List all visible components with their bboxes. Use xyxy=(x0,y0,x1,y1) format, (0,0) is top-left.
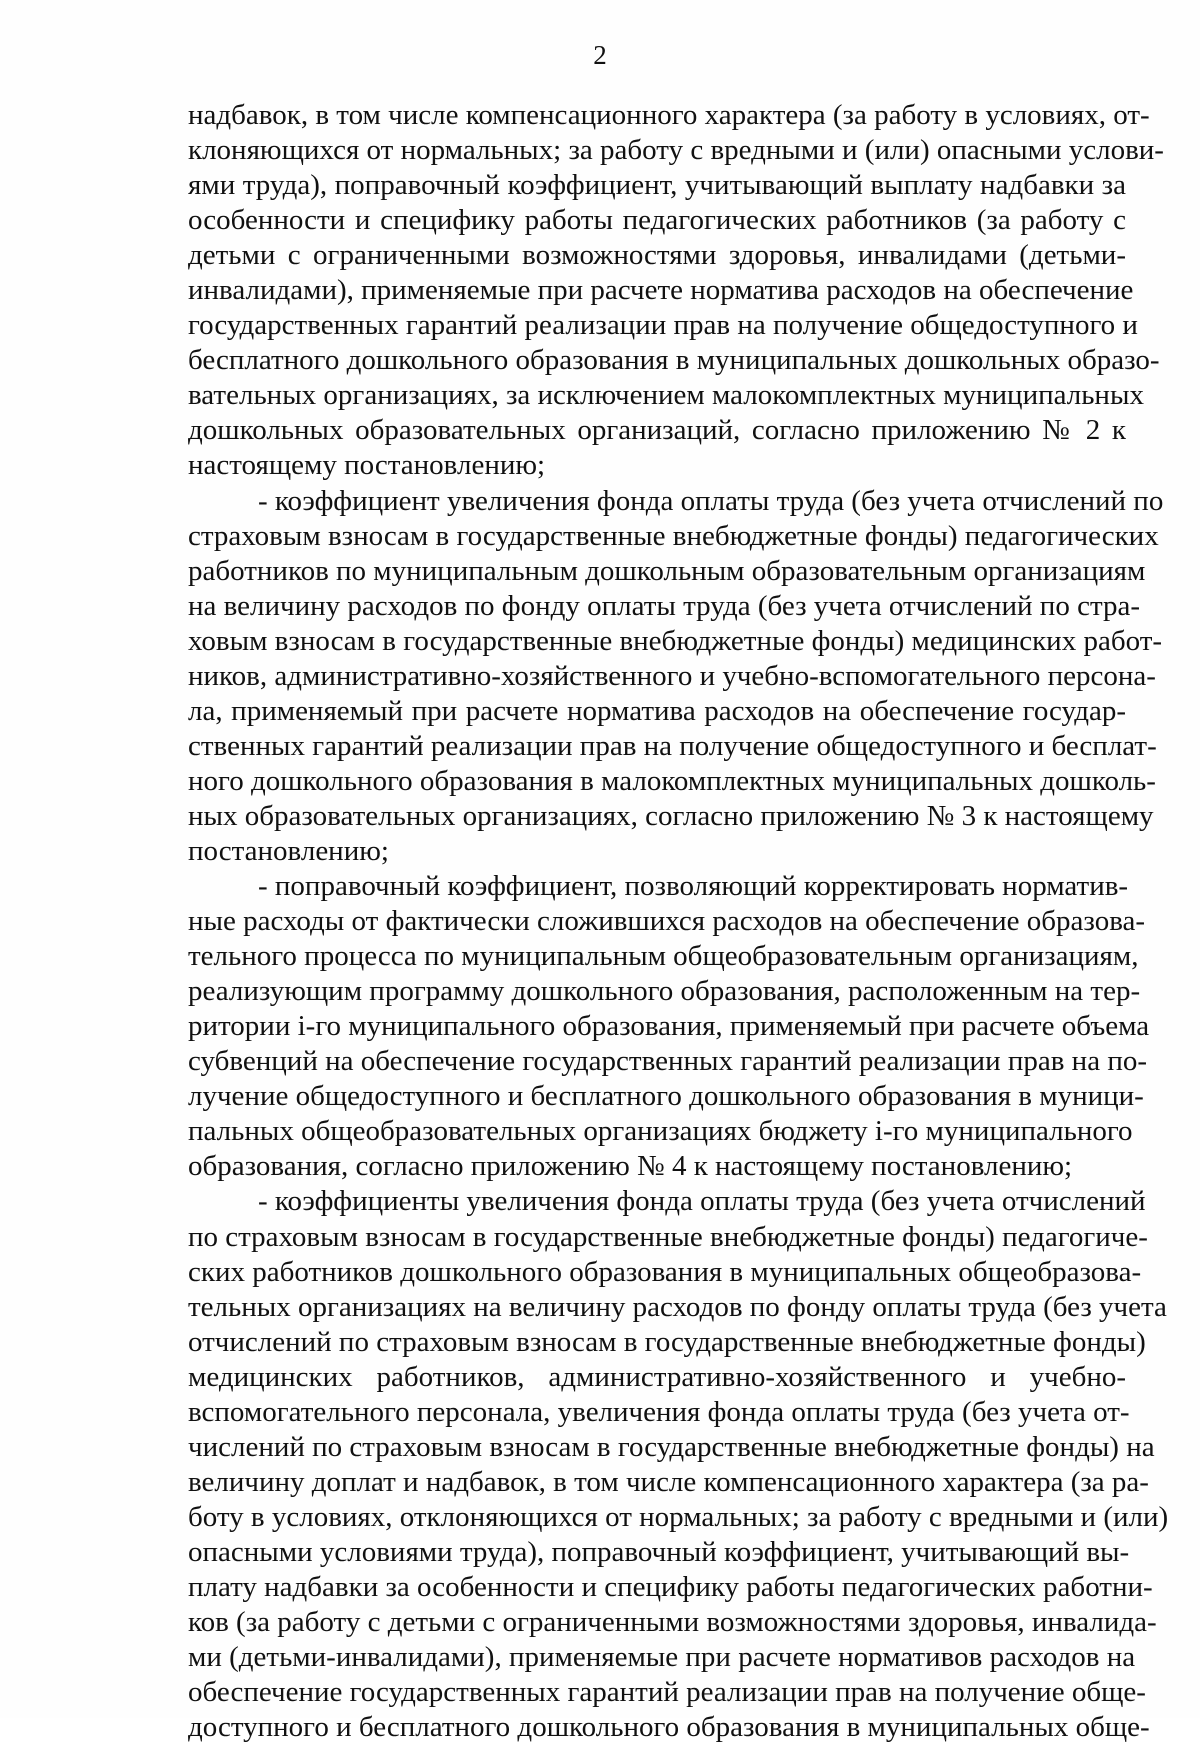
text-line: вательных организациях, за исключением малокомплектных муниципальных xyxy=(188,379,1144,412)
text-line: ных образовательных организациях, согласно приложению № 3 к настоящему xyxy=(188,799,1154,832)
text-line: настоящему постановлению; xyxy=(188,449,546,482)
text-line: - коэффициенты увеличения фонда оплаты труда (без учета отчислений xyxy=(258,1185,1146,1218)
text-line: лучение общедоступного и бесплатного дошкольного образования в муници- xyxy=(188,1080,1144,1113)
paragraph xyxy=(188,869,1150,1184)
document-body xyxy=(188,98,1169,1745)
text-line: дошкольных образовательных организаций, согласно приложению № 2 к xyxy=(188,414,1126,447)
text-line: детьми с ограниченными возможностями здоровья, инвалидами (детьми- xyxy=(188,239,1126,272)
text-line: клоняющихся от нормальных; за работу с вредными и (или) опасными услови- xyxy=(188,134,1164,167)
text-line: постановлению; xyxy=(188,834,389,867)
text-line: страховым взносам в государственные внебюджетные фонды) педагогических xyxy=(188,519,1159,552)
text-line: инвалидами), применяемые при расчете норматива расходов на обеспечение xyxy=(188,274,1134,307)
text-line: опасными условиями труда), поправочный коэффициент, учитывающий вы- xyxy=(188,1535,1130,1568)
text-line: пальных общеобразовательных организациях бюджету i-го муниципального xyxy=(188,1115,1133,1148)
text-line: ла, применяемый при расчете норматива расходов на обеспечение государ- xyxy=(188,694,1126,727)
text-line: бесплатного дошкольного образования в муниципальных дошкольных образо- xyxy=(188,344,1160,377)
text-line: надбавок, в том числе компенсационного характера (за работу в условиях, от- xyxy=(188,99,1150,131)
text-line: образования, согласно приложению № 4 к настоящему постановлению; xyxy=(188,1150,1073,1183)
text-line: ников, административно-хозяйственного и учебно-вспомогательного персона- xyxy=(188,659,1156,692)
text-line: боту в условиях, отклоняющихся от нормальных; за работу с вредными и (или) xyxy=(188,1500,1169,1533)
text-line: ских работников дошкольного образования в муниципальных общеобразова- xyxy=(188,1255,1142,1288)
text-line: особенности и специфику работы педагогических работников (за работу с xyxy=(188,204,1126,237)
paragraph xyxy=(188,1184,1169,1745)
page-number: 2 xyxy=(593,40,607,70)
text-line: тельного процесса по муниципальным общеобразовательным организациям, xyxy=(188,940,1139,973)
text-line: ков (за работу с детьми с ограниченными возможностями здоровья, инвалида- xyxy=(188,1606,1157,1639)
text-line: - коэффициент увеличения фонда оплаты труда (без учета отчислений по xyxy=(258,484,1164,517)
text-line: тельных организациях на величину расходов по фонду оплаты труда (без учета xyxy=(188,1290,1167,1323)
text-line: ми (детьми-инвалидами), применяемые при расчете нормативов расходов на xyxy=(188,1641,1136,1674)
text-line: субвенций на обеспечение государственных гарантий реализации прав на по- xyxy=(188,1045,1147,1078)
text-line: обеспечение государственных гарантий реализации прав на получение обще- xyxy=(188,1676,1146,1709)
text-line: отчислений по страховым взносам в государственные внебюджетные фонды) xyxy=(188,1325,1146,1358)
text-line: величину доплат и надбавок, в том числе компенсационного характера (за ра- xyxy=(188,1465,1149,1498)
text-line: вспомогательного персонала, увеличения фонда оплаты труда (без учета от- xyxy=(188,1395,1130,1428)
text-line: медицинских работников, административно-хозяйственного и учебно- xyxy=(188,1360,1126,1393)
text-line: доступного и бесплатного дошкольного образования в муниципальных обще- xyxy=(188,1711,1150,1744)
text-line: ховым взносам в государственные внебюджетные фонды) медицинских работ- xyxy=(188,624,1163,657)
text-line: ного дошкольного образования в малокомплектных муниципальных дошколь- xyxy=(188,764,1156,797)
text-line: ные расходы от фактически сложившихся расходов на обеспечение образова- xyxy=(188,905,1146,938)
text-line: на величину расходов по фонду оплаты труда (без учета отчислений по стра- xyxy=(188,589,1141,622)
text-line: ями труда), поправочный коэффициент, учитывающий выплату надбавки за xyxy=(188,169,1126,202)
text-line: ритории i-го муниципального образования, применяемый при расчете объема xyxy=(188,1010,1150,1043)
text-line: - поправочный коэффициент, позволяющий корректировать норматив- xyxy=(258,870,1129,903)
paragraph xyxy=(188,98,1164,484)
text-line: по страховым взносам в государственные внебюджетные фонды) педагогиче- xyxy=(188,1220,1148,1253)
paragraph xyxy=(188,484,1164,870)
text-line: реализующим программу дошкольного образования, расположенным на тер- xyxy=(188,975,1141,1008)
text-line: ственных гарантий реализации прав на получение общедоступного и бесплат- xyxy=(188,729,1157,762)
text-line: государственных гарантий реализации прав на получение общедоступного и xyxy=(188,309,1138,342)
text-line: плату надбавки за особенности и специфику работы педагогических работни- xyxy=(188,1570,1153,1603)
text-line: работников по муниципальным дошкольным образовательным организациям xyxy=(188,554,1146,587)
text-line: числений по страховым взносам в государственные внебюджетные фонды) на xyxy=(188,1430,1155,1463)
